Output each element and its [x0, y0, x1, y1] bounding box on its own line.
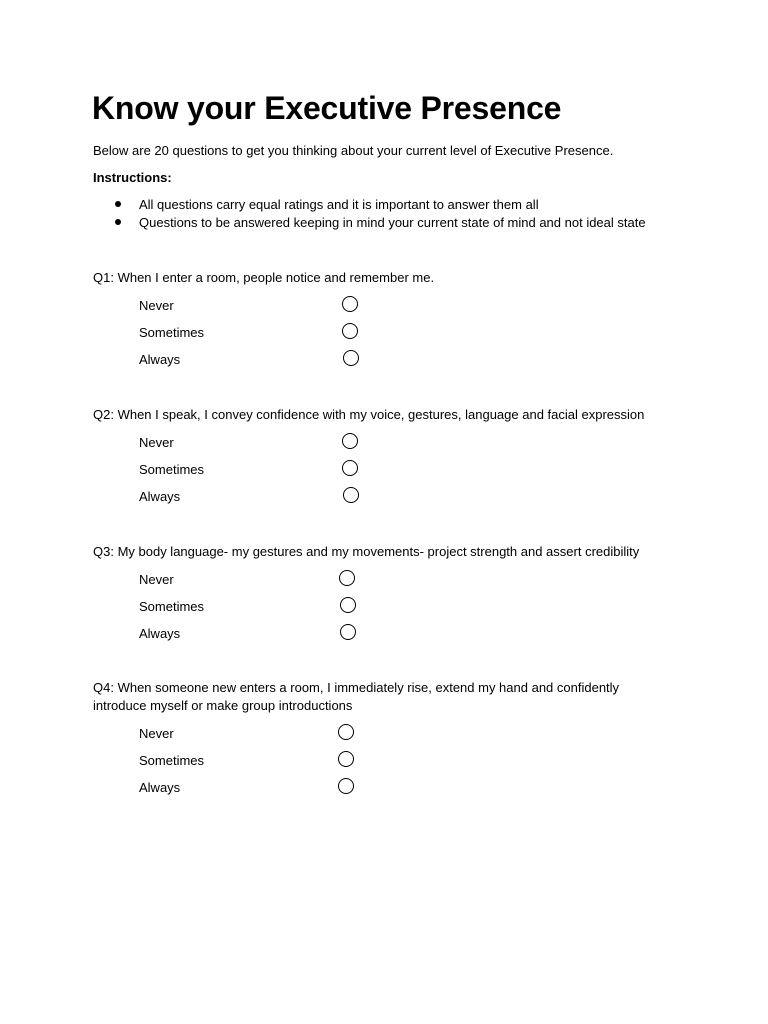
option-label: Never: [139, 726, 174, 741]
bullet-icon: [115, 219, 121, 225]
question-text: Q1: When I enter a room, people notice and remember me.: [93, 270, 435, 285]
option-never: [93, 297, 673, 324]
option-sometimes: [93, 461, 673, 488]
instruction-item: [93, 214, 646, 232]
option-label: Always: [139, 780, 181, 795]
radio-q1-always[interactable]: [343, 350, 359, 366]
question-4: [93, 679, 653, 806]
radio-q2-always[interactable]: [343, 487, 359, 503]
instructions-list: [93, 196, 646, 232]
radio-q4-always[interactable]: [338, 778, 354, 794]
radio-q2-never[interactable]: [342, 433, 358, 449]
radio-q3-sometimes[interactable]: [340, 597, 356, 613]
radio-q2-sometimes[interactable]: [342, 460, 358, 476]
instruction-item: [93, 196, 646, 214]
instructions-heading: Instructions:: [93, 170, 172, 185]
option-label: Always: [139, 489, 181, 504]
instruction-text: Questions to be answered keeping in mind your current state of mind and not ideal state: [139, 215, 646, 230]
question-text: Q3: My body language- my gestures and my movements- project strength and assert credibility: [93, 544, 640, 559]
question-text: Q4: When someone new enters a room, I immediately rise, extend my hand and confidently introduce myself or make group introductions: [93, 680, 620, 713]
question-2: [93, 406, 673, 515]
option-label: Always: [139, 352, 181, 367]
intro-text: Below are 20 questions to get you thinking about your current level of Executive Presence.: [93, 143, 614, 158]
option-sometimes: [93, 752, 653, 779]
option-always: [93, 351, 673, 378]
question-3: [93, 543, 673, 652]
instruction-text: All questions carry equal ratings and it is important to answer them all: [139, 197, 539, 212]
option-sometimes: [93, 324, 673, 351]
option-always: [93, 779, 653, 806]
document-title: Know your Executive Presence: [92, 90, 562, 126]
option-always: [93, 625, 673, 652]
option-label: Sometimes: [139, 462, 205, 477]
radio-q1-never[interactable]: [342, 296, 358, 312]
option-label: Sometimes: [139, 599, 205, 614]
option-never: [93, 571, 673, 598]
option-label: Always: [139, 626, 181, 641]
radio-q3-never[interactable]: [339, 570, 355, 586]
option-always: [93, 488, 673, 515]
option-never: [93, 725, 653, 752]
option-label: Never: [139, 572, 174, 587]
radio-q4-never[interactable]: [338, 724, 354, 740]
radio-q1-sometimes[interactable]: [342, 323, 358, 339]
radio-q4-sometimes[interactable]: [338, 751, 354, 767]
radio-q3-always[interactable]: [340, 624, 356, 640]
option-label: Sometimes: [139, 325, 205, 340]
option-label: Sometimes: [139, 753, 205, 768]
option-label: Never: [139, 435, 174, 450]
option-never: [93, 434, 673, 461]
bullet-icon: [115, 201, 121, 207]
question-text: Q2: When I speak, I convey confidence with my voice, gestures, language and facial expression: [93, 407, 645, 422]
option-sometimes: [93, 598, 673, 625]
question-1: [93, 269, 673, 378]
option-label: Never: [139, 298, 174, 313]
